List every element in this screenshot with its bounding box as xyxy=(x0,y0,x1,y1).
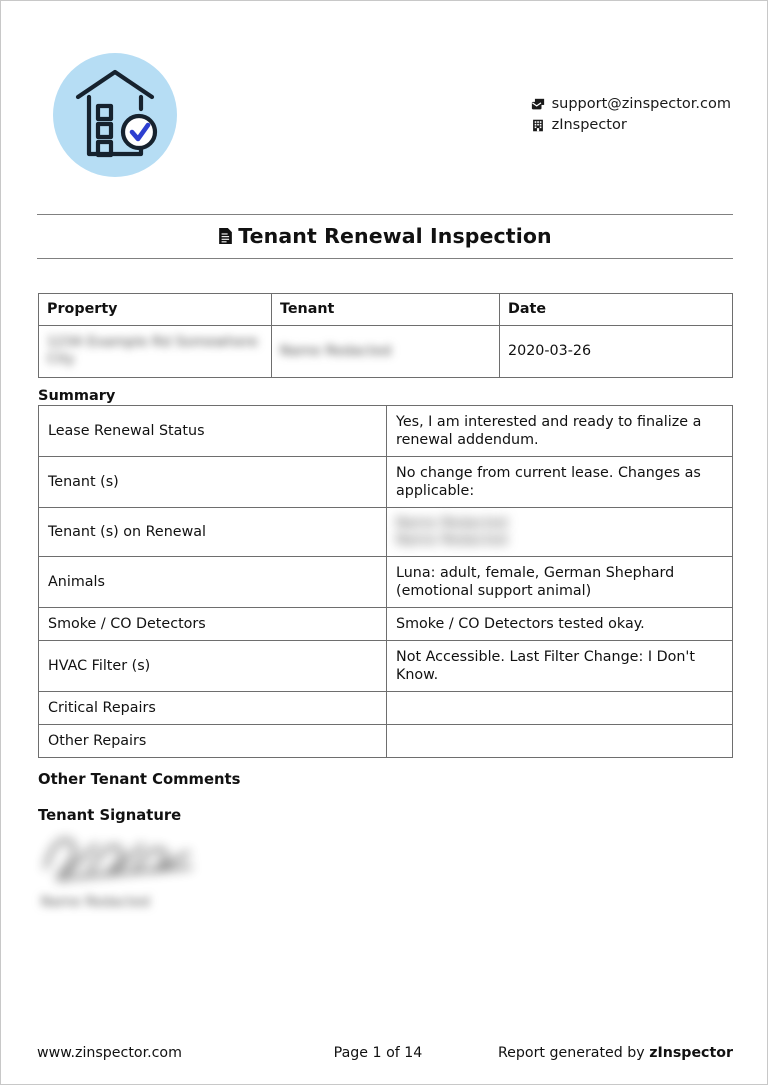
tenant-redacted: Name Redacted xyxy=(280,342,392,359)
contact-email-row xyxy=(531,94,731,115)
title-rule-top xyxy=(37,214,733,215)
summary-value-cell xyxy=(387,725,733,758)
property-table xyxy=(38,293,733,378)
page-header xyxy=(1,1,768,206)
summary-label-cell: HVAC Filter (s) xyxy=(39,641,387,692)
contact-brand-text: zInspector xyxy=(551,117,627,133)
cell-property-value xyxy=(39,326,272,378)
footer-generated-brand: zInspector xyxy=(649,1045,733,1061)
summary-label-cell: Other Repairs xyxy=(39,725,387,758)
title-rule-bottom xyxy=(37,258,733,259)
table-row xyxy=(39,641,733,692)
page-title-text: Tenant Renewal Inspection xyxy=(238,224,552,248)
page-title xyxy=(37,220,733,252)
table-row xyxy=(39,608,733,641)
footer-generated-prefix: Report generated by xyxy=(497,1045,650,1061)
summary-table xyxy=(38,405,733,758)
summary-value-cell: No change from current lease. Changes as applicable: xyxy=(387,457,733,508)
summary-value-cell: Luna: adult, female, German Shephard (emotional support animal) xyxy=(387,557,733,608)
cell-tenant-value xyxy=(272,326,500,378)
building-icon xyxy=(531,118,545,133)
tenant-signature-heading: Tenant Signature xyxy=(38,807,182,824)
contact-info xyxy=(531,94,731,136)
property-redacted-line2: City xyxy=(47,351,75,367)
summary-value-cell xyxy=(387,692,733,725)
house-checklist-logo xyxy=(53,53,177,177)
column-header-tenant: Tenant xyxy=(272,294,500,326)
summary-label-cell: Tenant (s) xyxy=(39,457,387,508)
summary-label: Summary xyxy=(38,388,116,404)
page-footer xyxy=(37,1045,733,1061)
summary-label-cell: Lease Renewal Status xyxy=(39,406,387,457)
summary-value-cell: Yes, I am interested and ready to finalize a renewal addendum. xyxy=(387,406,733,457)
logo-house-icon xyxy=(53,53,177,177)
renewal-tenant-redacted-line2: Name Redacted xyxy=(396,532,508,548)
signature-name-redacted: Name Redacted xyxy=(41,895,150,910)
summary-value-cell: Smoke / CO Detectors tested okay. xyxy=(387,608,733,641)
contact-brand-row xyxy=(531,115,731,136)
summary-value-cell: Not Accessible. Last Filter Change: I Don't Know. xyxy=(387,641,733,692)
column-header-date: Date xyxy=(500,294,733,326)
footer-generated-by xyxy=(453,1045,733,1061)
summary-label-cell: Critical Repairs xyxy=(39,692,387,725)
summary-value-cell xyxy=(387,508,733,557)
summary-label-cell: Tenant (s) on Renewal xyxy=(39,508,387,557)
table-row xyxy=(39,508,733,557)
document-icon xyxy=(218,227,233,245)
table-row xyxy=(39,557,733,608)
contact-email-text: support@zinspector.com xyxy=(551,96,731,112)
footer-page-number: Page 1 of 14 xyxy=(333,1045,423,1061)
summary-label-cell: Smoke / CO Detectors xyxy=(39,608,387,641)
signature-ink xyxy=(38,827,213,889)
table-header-row xyxy=(39,294,733,326)
table-row xyxy=(39,725,733,758)
summary-label-cell: Animals xyxy=(39,557,387,608)
renewal-tenant-redacted-line1: Name Redacted xyxy=(396,515,508,531)
footer-website[interactable]: www.zinspector.com xyxy=(37,1045,182,1061)
table-row xyxy=(39,326,733,378)
mail-icon xyxy=(531,97,545,112)
table-row xyxy=(39,457,733,508)
table-row xyxy=(39,406,733,457)
table-row xyxy=(39,692,733,725)
cell-date-value: 2020-03-26 xyxy=(500,326,733,378)
property-redacted-line1: 1234 Example Rd Somewhere xyxy=(47,334,258,350)
column-header-property: Property xyxy=(39,294,272,326)
other-tenant-comments-heading: Other Tenant Comments xyxy=(38,771,241,788)
tenant-signature-area xyxy=(38,827,298,927)
